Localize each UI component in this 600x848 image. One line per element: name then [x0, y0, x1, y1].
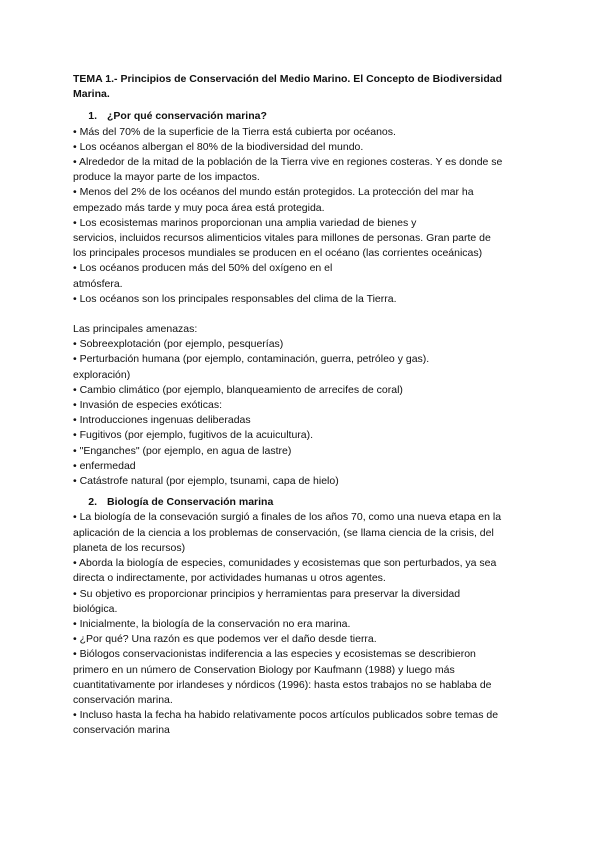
- body-line: servicios, incluidos recursos alimenticios vitales para millones de personas. Gran parte de: [73, 232, 491, 245]
- body-line: • La biología de la consevación surgió a finales de los años 70, como una nueva etapa en la: [73, 511, 502, 524]
- body-line: • Biólogos conservacionistas indiferencia a las especies y ecosistemas se describieron: [73, 648, 476, 661]
- body-line: cuantitativamente por irlandeses y nórdicos (1996): hasta estos trabajos no se hablaba de: [73, 678, 492, 691]
- body-line: • Inicialmente, la biología de la conservación no era marina.: [73, 617, 351, 630]
- body-line: • Aborda la biología de especies, comunidades y ecosistemas que son perturbados, ya sea: [73, 557, 497, 570]
- threat-item: • Sobreexplotación (por ejemplo, pesquerías): [73, 338, 284, 351]
- body-line: produce la mayor parte de los impactos.: [73, 171, 260, 184]
- body-line: planeta de los recursos): [73, 541, 186, 554]
- body-line: • Alrededor de la mitad de la población de la Tierra vive en regiones costeras. Y es donde se: [73, 156, 503, 169]
- body-line: aplicación de la ciencia a los problemas de conservación, (se llama ciencia de la crisis, del: [73, 526, 494, 539]
- body-line: • Los océanos albergan el 80% de la biodiversidad del mundo.: [73, 140, 364, 153]
- body-line: • Los océanos son los principales responsables del clima de la Tierra.: [73, 292, 397, 305]
- threat-item: • Perturbación humana (por ejemplo, contaminación, guerra, petróleo y gas).: [73, 353, 430, 366]
- section-1-number: 1.: [88, 110, 97, 123]
- threat-item: • Introducciones ingenuas deliberadas: [73, 414, 251, 427]
- section-2-body: [73, 510, 533, 738]
- threats-list: [73, 322, 533, 489]
- threat-item: exploración): [73, 368, 131, 381]
- threat-item: • Fugitivos (por ejemplo, fugitivos de la acuicultura).: [73, 429, 314, 442]
- section-1-body: [73, 125, 533, 307]
- body-line: conservación marina: [73, 724, 170, 737]
- body-line: • Más del 70% de la superficie de la Tierra está cubierta por océanos.: [73, 125, 396, 138]
- document-page: [73, 72, 533, 739]
- section-2-title: Biología de Conservación marina: [107, 496, 274, 509]
- body-line: atmósfera.: [73, 277, 123, 290]
- section-1-heading: [73, 109, 533, 124]
- threat-item: • "Enganches" (por ejemplo, en agua de lastre): [73, 444, 292, 457]
- body-line: primero en un número de Conservation Biology por Kaufmann (1988) y luego más: [73, 663, 455, 676]
- body-line: directa o indirectamente, por actividades humanas u otros agentes.: [73, 572, 386, 585]
- body-line: • ¿Por qué? Una razón es que podemos ver el daño desde tierra.: [73, 633, 377, 646]
- body-line: • Menos del 2% de los océanos del mundo están protegidos. La protección del mar ha: [73, 186, 474, 199]
- threat-item: • Cambio climático (por ejemplo, blanqueamiento de arrecifes de coral): [73, 383, 403, 396]
- section-2-heading: [73, 495, 533, 510]
- threats-intro: Las principales amenazas:: [73, 323, 198, 336]
- title-line: TEMA 1.- Principios de Conservación del Medio Marino. El Concepto de Biodiversidad: [73, 73, 503, 85]
- body-line: los principales procesos mundiales se producen en el océano (las corrientes oceánicas): [73, 247, 483, 260]
- body-line: • Los océanos producen más del 50% del oxígeno en el: [73, 262, 333, 275]
- body-line: • Los ecosistemas marinos proporcionan una amplia variedad de bienes y: [73, 216, 417, 229]
- threat-item: • enfermedad: [73, 459, 136, 472]
- paragraph-gap: [73, 307, 533, 322]
- section-1-title: ¿Por qué conservación marina?: [107, 110, 267, 123]
- section-2-number: 2.: [88, 496, 97, 509]
- document-title: [73, 72, 533, 102]
- body-line: • Incluso hasta la fecha ha habido relativamente pocos artículos publicados sobre temas de: [73, 709, 499, 722]
- title-line: Marina.: [73, 88, 110, 101]
- body-line: biológica.: [73, 602, 118, 615]
- threat-item: • Invasión de especies exóticas:: [73, 399, 223, 412]
- body-line: conservación marina.: [73, 693, 173, 706]
- body-line: empezado más tarde y muy poca área está protegida.: [73, 201, 325, 214]
- threat-item: • Catástrofe natural (por ejemplo, tsunami, capa de hielo): [73, 475, 339, 488]
- body-line: • Su objetivo es proporcionar principios y herramientas para preservar la diversidad: [73, 587, 461, 600]
